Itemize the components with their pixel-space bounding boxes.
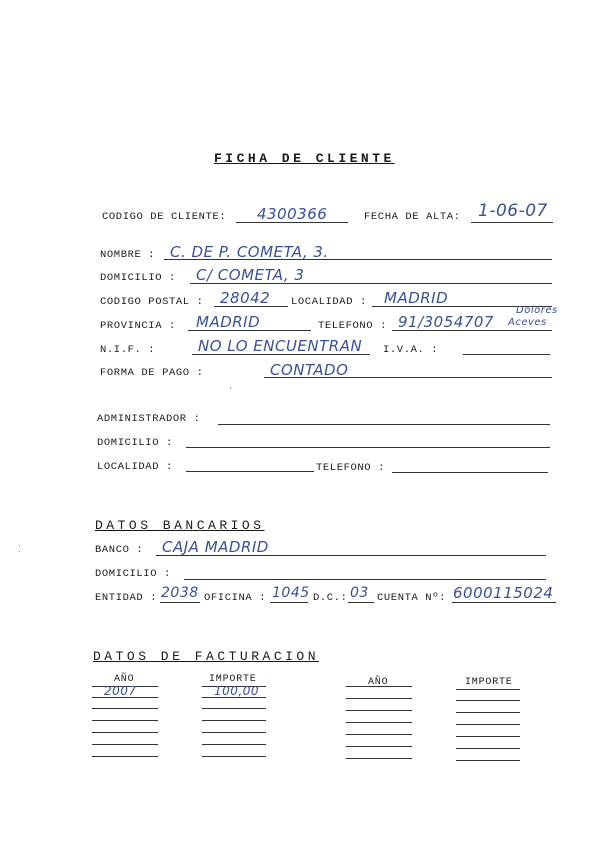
fact-line [92,720,158,721]
dc-label: D.C.: [313,592,348,604]
oficina-label: OFICINA : [204,592,267,604]
codigo-postal-label: CODIGO POSTAL : [100,296,204,308]
fact-line [456,724,520,725]
domicilio-label: DOMICILIO : [100,272,176,284]
form-title: FICHA DE CLIENTE [214,151,395,166]
fact-row1-importe[interactable]: 100,00 [214,684,259,698]
iva-label: I.V.A. : [383,344,439,356]
fecha-alta-label: FECHA DE ALTA: [364,211,461,223]
cuenta-line [452,602,556,603]
fact-row1-ano[interactable]: 2007 [104,684,137,698]
dc-line [348,602,374,603]
fact-line [202,732,266,733]
nif-value[interactable]: NO LO ENCUENTRAN [198,337,363,355]
domicilio-value[interactable]: C/ COMETA, 3 [196,266,305,284]
fecha-alta-line [471,222,553,223]
forma-pago-value[interactable]: CONTADO [270,361,349,379]
fact-line [346,698,412,699]
fact-line [346,734,412,735]
scan-speck: ⁚ [18,545,21,555]
col-importe-2: IMPORTE [465,677,513,688]
fact-line [456,736,520,737]
entidad-label: ENTIDAD : [95,592,158,604]
telefono-note-1: Dolores [516,305,558,316]
fact-line [92,756,158,757]
col-ano-2: AÑO [368,677,389,688]
fact-line [92,697,158,698]
fact-line [202,697,266,698]
codigo-cliente-label: CODIGO DE CLIENTE: [102,211,227,223]
nombre-label: NOMBRE : [100,249,156,261]
admin-localidad-label: LOCALIDAD : [97,461,173,473]
fact-line [202,708,266,709]
administrador-label: ADMINISTRADOR : [97,413,201,425]
col-ano-1: AÑO [114,674,135,685]
datos-facturacion-heading: DATOS DE FACTURACION [93,649,320,664]
iva-line [463,354,550,355]
admin-telefono-line [392,472,548,473]
localidad-label: LOCALIDAD : [291,296,367,308]
fact-line [346,710,412,711]
fact-line [456,760,520,761]
fact-line [92,732,158,733]
nombre-value[interactable]: C. DE P. COMETA, 3. [170,243,329,261]
cuenta-label: CUENTA Nº: [377,592,447,604]
fact-line [456,712,520,713]
banco-domicilio-line [184,579,546,580]
col-importe-2-underline [456,689,520,690]
admin-domicilio-label: DOMICILIO : [97,437,173,449]
forma-pago-label: FORMA DE PAGO : [100,367,204,379]
admin-localidad-line [186,471,314,472]
banco-domicilio-label: DOMICILIO : [95,568,171,580]
scan-speck: · [228,384,234,394]
entidad-value[interactable]: 2038 [161,585,199,601]
fact-line [456,700,520,701]
provincia-label: PROVINCIA : [100,320,176,332]
admin-telefono-label: TELEFONO : [316,462,386,474]
fact-line [92,708,158,709]
codigo-cliente-value[interactable]: 4300366 [257,205,328,223]
fact-line [456,748,520,749]
fecha-alta-value[interactable]: 1-06-07 [478,201,548,221]
oficina-value[interactable]: 1045 [272,585,310,601]
dc-value[interactable]: 03 [350,585,369,601]
banco-value[interactable]: CAJA MADRID [162,538,269,556]
fact-line [92,744,158,745]
datos-bancarios-heading: DATOS BANCARIOS [95,518,265,533]
fact-line [346,722,412,723]
provincia-value[interactable]: MADRID [196,313,261,331]
col-ano-2-underline [346,686,412,687]
fact-line [346,746,412,747]
administrador-line [218,424,550,425]
telefono-value[interactable]: 91/3054707 [398,313,494,331]
col-importe-1: IMPORTE [209,674,257,685]
telefono-label: TELEFONO : [318,320,388,332]
codigo-postal-value[interactable]: 28042 [220,289,271,307]
fact-line [202,744,266,745]
fact-line [346,758,412,759]
cuenta-value[interactable]: 6000115024 [453,584,554,602]
admin-domicilio-line [186,447,550,448]
fact-line [202,720,266,721]
localidad-value[interactable]: MADRID [384,289,449,307]
banco-label: BANCO : [95,544,144,556]
fact-line [202,756,266,757]
telefono-note-2: Aceves [508,317,547,328]
entidad-line [160,602,200,603]
nif-label: N.I.F. : [100,344,156,356]
oficina-line [270,602,308,603]
